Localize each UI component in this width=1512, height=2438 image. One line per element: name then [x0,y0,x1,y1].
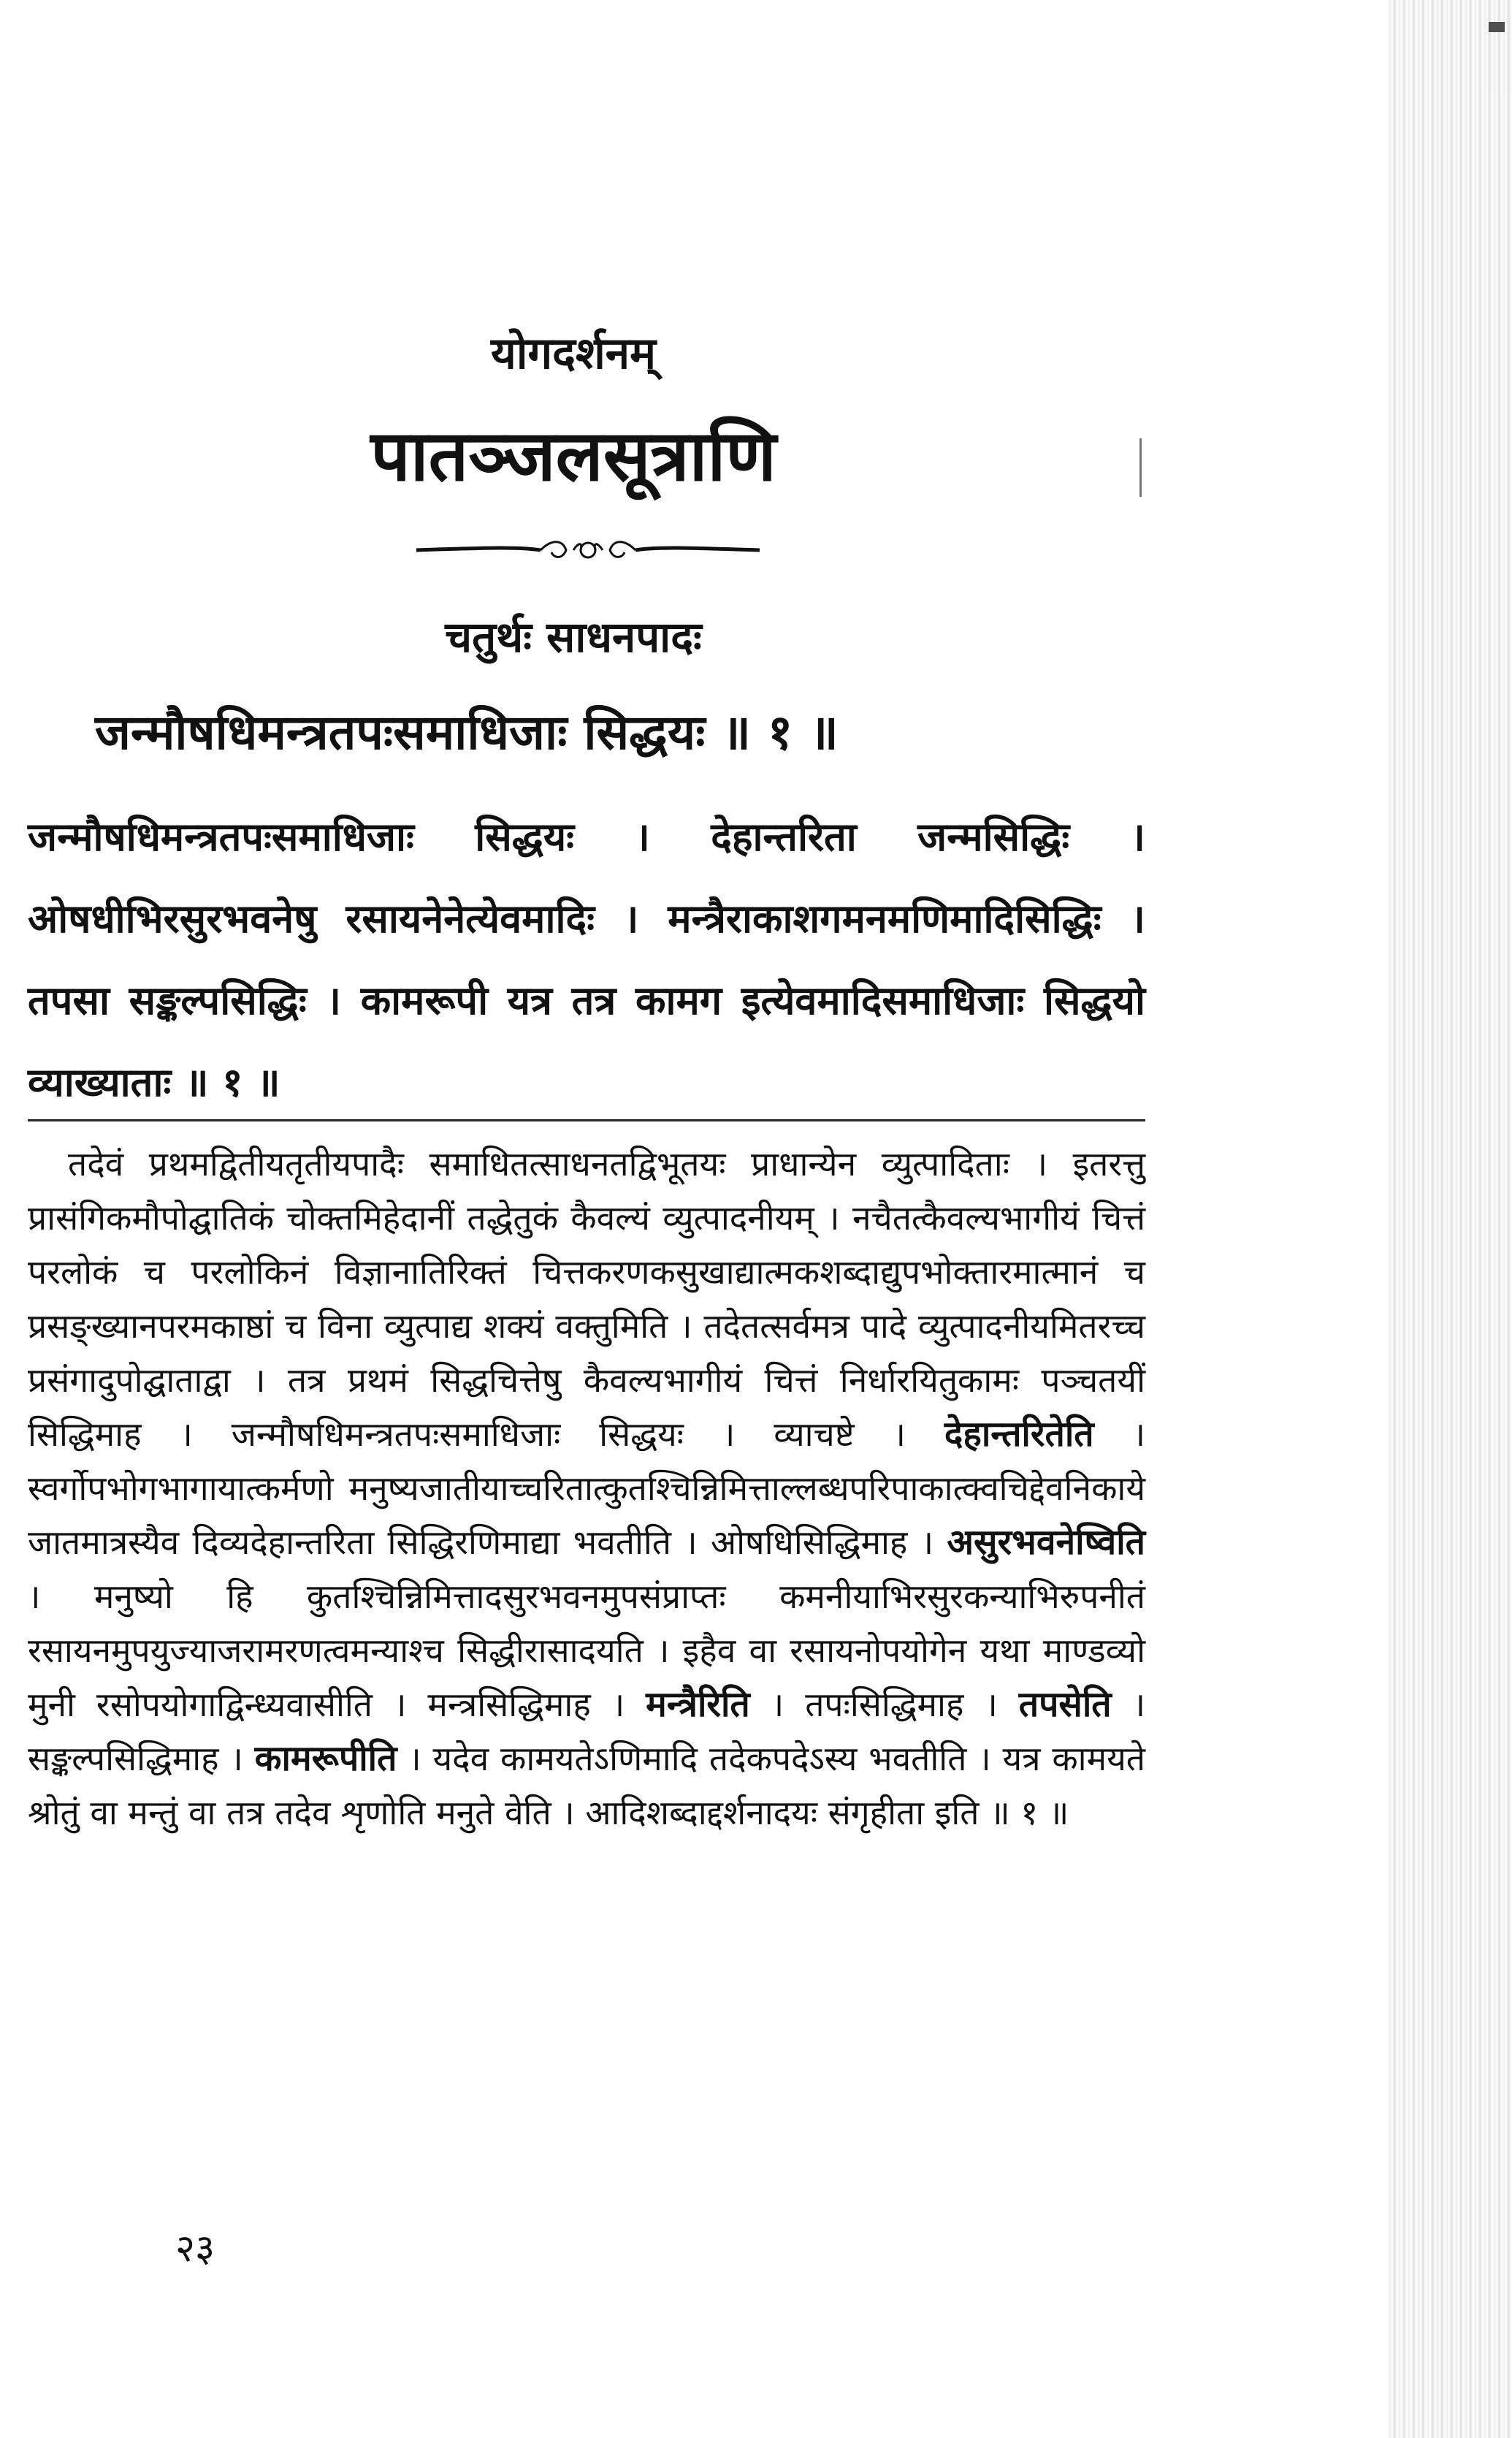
text-title: पातञ्जलसूत्राणि [370,415,776,497]
margin-mark [1139,438,1145,497]
chapter-title: चतुर्थः साधनपादः [445,612,702,662]
binding-edge [1388,0,1512,2438]
commentary-text: । यदेव कामयतेऽणिमादि तदेकपदेऽस्य भवतीति । यत्र कामयते श्रोतुं वा मन्तुं वा तत्र तदेव शृणोति मनुते वेति । आदिशब्दाद्दर्शनादयः संगृहीता इति ॥ १ ॥ [28,1739,1145,1832]
section-divider [28,1119,1145,1121]
commentary-keyword: तपसेति [1018,1684,1112,1725]
commentary-text: । तपःसिद्धिमाह । [771,1685,998,1724]
commentary-paragraph [28,1137,1145,1840]
ornament-divider [416,532,760,568]
commentary-keyword: कामरूपीति [254,1738,397,1779]
commentary-text: तदेवं प्रथमद्वितीयतृतीयपादैः समाधितत्साधनतद्विभूतयः प्राधान्येन व्युत्पादिताः । इतरत्तु प्रासंगिकमौपोद्घातिकं चोक्तमिहेदानीं तद्धेतुकं कैवल्यं व्युत्पादनीयम् । नचैतत्कैवल्यभागीयं चित्तं परलोकं च परलोकिनं विज्ञानातिरिक्तं चित्तकरणकसुखाद्यात्मकशब्दाद्युपभोक्तारमात्मानं च प्रसङ्ख्यानपरमकाष्ठां च विना व्युत्पाद्य शक्यं वक्तुमिति । तदेतत्सर्वमत्र पादे व्युत्पादनीयमितरच्च प्रसंगादुपोद्घाताद्वा । तत्र प्रथमं सिद्धचित्तेषु कैवल्यभागीयं चित्तं निर्धारयितुकामः पञ्चतयीं सिद्धिमाह । जन्मौषधिमन्त्रतपःसमाधिजाः सिद्धयः । व्याचष्टे । [28,1144,1145,1454]
commentary-keyword: देहान्तरितेति [944,1414,1094,1455]
commentary-block [28,1137,1145,1840]
commentary-keyword: मन्त्रैरिति [646,1684,750,1725]
commentary-text: । सङ्कल्पसिद्धिमाह । [28,1685,1146,1778]
sutra-line: जन्मौषधिमन्त्रतपःसमाधिजाः सिद्धयः ॥ १ ॥ [95,704,839,761]
sutra-gloss: जन्मौषधिमन्त्रतपःसमाधिजाः सिद्धयः । देहान्तरिता जन्मसिद्धिः । ओषधीभिरसुरभवनेषु रसायनेनेत्येवमादिः । मन्त्रैराकाशगमनमणिमादिसिद्धिः । तपसा सङ्कल्पसिद्धिः । कामरूपी यत्र तत्र कामग इत्येवमादिसमाधिजाः सिद्धयो व्याख्याताः ॥ १ ॥ [28,814,1145,1105]
commentary-keyword: असुरभवनेष्विति [947,1522,1145,1563]
work-title: योगदर्शनम् [491,328,656,379]
page-number: २३ [175,2227,215,2271]
commentary-text: । मनुष्यो हि कुतश्चिन्निमित्तादसुरभवनमुपसंप्राप्तः कमनीयाभिरसुरकन्याभिरुपनीतं रसायनमुपयुज्याजरामरणत्वमन्याश्च सिद्धीरासादयति । इहैव वा रसायनोपयोगेन यथा माण्डव्यो मुनी रसोपयोगाद्विन्ध्यवासीति । मन्त्रसिद्धिमाह । [28,1577,1145,1724]
commentary-text: । स्वर्गोपभोगभागायात्कर्मणो मनुष्यजातीयाच्चरितात्कुतश्चिन्निमित्ताल्लब्धपरिपाकात्क्वचिद्देवनिकाये जातमात्रस्यैव दिव्यदेहान्तरिता सिद्धिरणिमाद्या भवतीति । ओषधिसिद्धिमाह । [28,1414,1146,1562]
